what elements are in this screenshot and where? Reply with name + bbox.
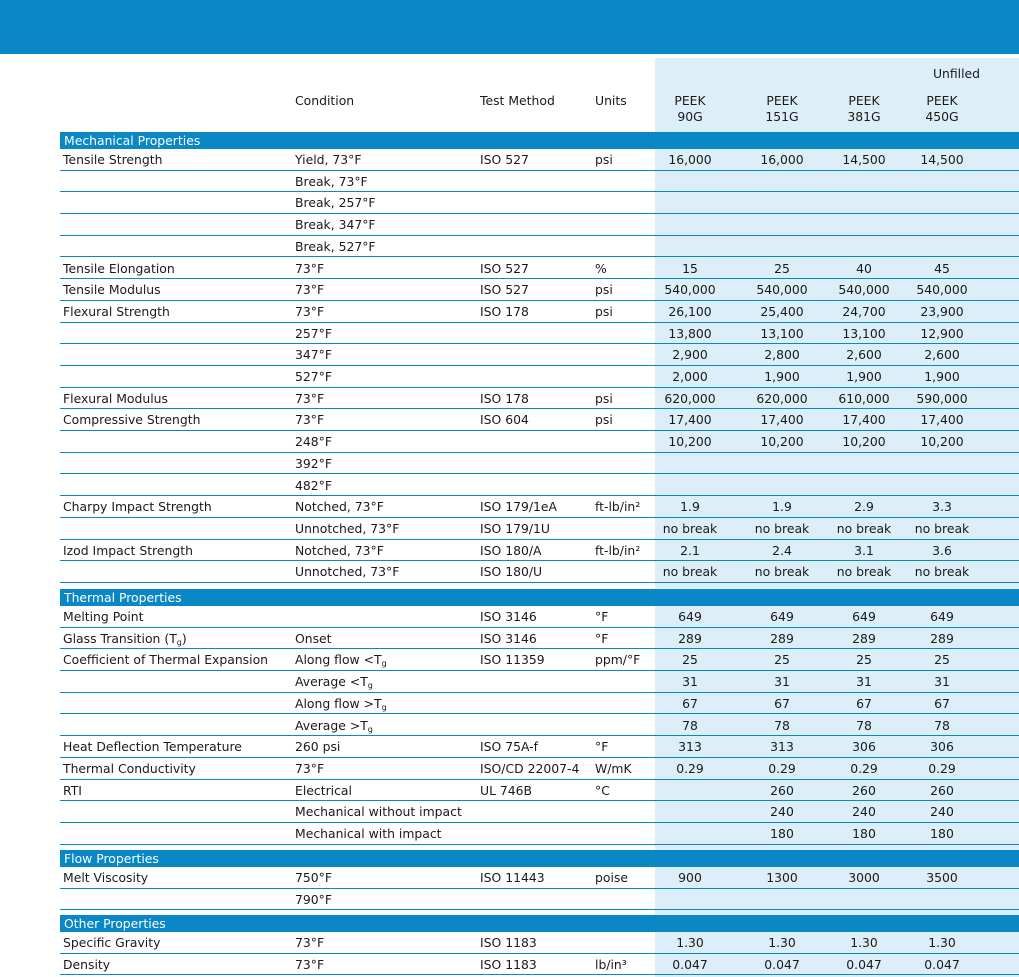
section-header <box>60 589 1019 606</box>
table-row <box>60 236 1019 258</box>
cell-property: Izod Impact Strength <box>63 542 193 558</box>
section-header <box>60 915 1019 932</box>
table-row <box>60 475 1019 497</box>
cell-property: Tensile Elongation <box>63 260 175 276</box>
cell-property: RTI <box>63 782 82 798</box>
cell-units: ft-lb/in² <box>595 542 641 558</box>
cell-test-method: ISO 178 <box>480 390 529 406</box>
cell-value: 900 <box>678 870 702 885</box>
table-row <box>60 801 1019 823</box>
cell-test-method: ISO 180/U <box>480 564 543 580</box>
cell-test-method: ISO 527 <box>480 282 529 298</box>
header-units: Units <box>595 93 627 108</box>
cell-condition: 260 psi <box>295 739 341 755</box>
cell-condition: 73°F <box>295 956 325 972</box>
cell-value: 16,000 <box>668 152 712 167</box>
cell-value: 2,600 <box>924 347 960 363</box>
cell-value: 1.30 <box>676 935 704 950</box>
cell-value: 289 <box>678 630 702 646</box>
table-row <box>60 344 1019 366</box>
table-row <box>60 301 1019 323</box>
cell-value: 16,000 <box>760 152 804 167</box>
table-row <box>60 867 1019 889</box>
cell-test-method: ISO 604 <box>480 412 529 428</box>
cell-property: Specific Gravity <box>63 935 161 950</box>
cell-value: 17,400 <box>760 412 804 428</box>
table-row <box>60 780 1019 802</box>
cell-value: 25 <box>934 652 950 668</box>
cell-property: Melt Viscosity <box>63 870 149 885</box>
cell-value: 67 <box>934 695 950 711</box>
cell-condition: Electrical <box>295 782 352 798</box>
cell-value: 0.29 <box>928 760 956 776</box>
section-title: Thermal Properties <box>64 590 182 605</box>
cell-test-method: ISO 11443 <box>480 870 545 885</box>
cell-value: 3.3 <box>932 499 952 515</box>
cell-value: 31 <box>856 674 872 690</box>
cell-condition: Notched, 73°F <box>295 542 384 558</box>
table-row <box>60 171 1019 193</box>
cell-value: 2.9 <box>854 499 874 515</box>
cell-value: 17,400 <box>920 412 964 428</box>
cell-value: 78 <box>934 717 950 733</box>
cell-value: no break <box>836 564 892 580</box>
cell-units: psi <box>595 390 613 406</box>
cell-units: psi <box>595 282 613 298</box>
cell-value: 0.047 <box>672 956 708 972</box>
table-row <box>60 715 1019 737</box>
cell-units: °F <box>595 739 609 755</box>
header-grade-line2: 381G <box>847 109 881 124</box>
cell-condition: Average $>T_g$ <box>295 717 373 734</box>
cell-property: Tensile Strength <box>63 152 163 167</box>
header-grade <box>650 93 730 125</box>
cell-condition: Along flow $<T_g$ <box>295 652 387 669</box>
cell-value: 649 <box>678 609 702 624</box>
table-row <box>60 758 1019 780</box>
section-title: Flow Properties <box>64 851 159 866</box>
table-row <box>60 954 1019 976</box>
cell-test-method: ISO 11359 <box>480 652 545 668</box>
table-row <box>60 823 1019 845</box>
cell-condition: 347°F <box>295 347 332 363</box>
cell-value: 649 <box>930 609 954 624</box>
section-header <box>60 132 1019 149</box>
cell-value: 3.1 <box>854 542 874 558</box>
cell-value: 2,900 <box>672 347 708 363</box>
table-row <box>60 192 1019 214</box>
cell-test-method: ISO 527 <box>480 260 529 276</box>
cell-units: psi <box>595 412 613 428</box>
cell-condition: 73°F <box>295 303 325 319</box>
cell-value: 260 <box>770 782 794 798</box>
cell-property: Density <box>63 956 111 972</box>
cell-units: lb/in³ <box>595 956 627 972</box>
cell-value: 620,000 <box>664 390 716 406</box>
cell-property: Compressive Strength <box>63 412 201 428</box>
cell-value: 2.4 <box>772 542 792 558</box>
cell-condition: 73°F <box>295 760 325 776</box>
cell-units: ft-lb/in² <box>595 499 641 515</box>
cell-condition: 482°F <box>295 477 332 493</box>
cell-test-method: ISO 180/A <box>480 542 542 558</box>
cell-value: 13,800 <box>668 325 712 341</box>
cell-value: 3.6 <box>932 542 952 558</box>
table-row <box>60 496 1019 518</box>
cell-value: no break <box>754 520 810 536</box>
cell-value: 12,900 <box>920 325 964 341</box>
table-row <box>60 279 1019 301</box>
cell-property: Thermal Conductivity <box>63 760 196 776</box>
table-row <box>60 628 1019 650</box>
cell-condition: Average $<T_g$ <box>295 674 373 691</box>
cell-condition: 73°F <box>295 412 325 428</box>
cell-value: 14,500 <box>920 152 964 167</box>
cell-value: 260 <box>852 782 876 798</box>
cell-value: 240 <box>770 804 794 820</box>
cell-value: 25 <box>682 652 698 668</box>
table-row <box>60 366 1019 388</box>
table-row <box>60 409 1019 431</box>
cell-condition: Break, 347°F <box>295 217 376 233</box>
cell-value: 540,000 <box>916 282 968 298</box>
cell-condition: Mechanical without impact <box>295 804 462 820</box>
cell-value: 3000 <box>848 870 880 885</box>
section-title: Mechanical Properties <box>64 133 201 148</box>
cell-property: Flexural Modulus <box>63 390 168 406</box>
cell-units: psi <box>595 152 613 167</box>
header-grade-line1: PEEK <box>848 93 880 108</box>
cell-value: 78 <box>682 717 698 733</box>
cell-value: 78 <box>774 717 790 733</box>
header-grade-line2: 90G <box>677 109 703 124</box>
cell-condition: Unnotched, 73°F <box>295 564 400 580</box>
cell-value: 1.9 <box>680 499 700 515</box>
table-row <box>60 671 1019 693</box>
cell-value: 17,400 <box>842 412 886 428</box>
cell-value: 45 <box>934 260 950 276</box>
cell-value: 289 <box>852 630 876 646</box>
cell-value: 10,200 <box>668 434 712 450</box>
cell-test-method: ISO 3146 <box>480 609 537 624</box>
cell-test-method: ISO 179/1U <box>480 520 550 536</box>
cell-value: 0.29 <box>850 760 878 776</box>
cell-value: 31 <box>774 674 790 690</box>
cell-value: 540,000 <box>664 282 716 298</box>
cell-value: 31 <box>682 674 698 690</box>
cell-units: poise <box>595 870 628 885</box>
header-condition: Condition <box>295 93 355 108</box>
cell-value: 2,600 <box>846 347 882 363</box>
cell-value: 313 <box>770 739 794 755</box>
table-row <box>60 540 1019 562</box>
header-grade <box>824 93 904 125</box>
cell-value: 31 <box>934 674 950 690</box>
cell-value: no break <box>662 520 718 536</box>
cell-units: % <box>595 260 607 276</box>
cell-value: 180 <box>930 826 954 841</box>
cell-value: 1.9 <box>772 499 792 515</box>
cell-condition: Yield, 73°F <box>295 152 362 167</box>
cell-property: Flexural Strength <box>63 303 170 319</box>
header-grade-line2: 450G <box>925 109 959 124</box>
cell-test-method: UL 746B <box>480 782 533 798</box>
cell-value: 23,900 <box>920 303 964 319</box>
cell-value: 67 <box>774 695 790 711</box>
cell-condition: Unnotched, 73°F <box>295 520 400 536</box>
cell-units: ppm/°F <box>595 652 641 668</box>
cell-value: 610,000 <box>838 390 890 406</box>
cell-condition: 790°F <box>295 891 332 907</box>
cell-condition: Break, 257°F <box>295 195 376 211</box>
cell-condition: Break, 527°F <box>295 238 376 254</box>
table-row <box>60 258 1019 280</box>
cell-condition: Mechanical with impact <box>295 826 442 841</box>
cell-units: °F <box>595 609 609 624</box>
cell-test-method: ISO 1183 <box>480 956 537 972</box>
table-row <box>60 736 1019 758</box>
cell-test-method: ISO 527 <box>480 152 529 167</box>
cell-value: 0.047 <box>764 956 800 972</box>
cell-value: 2,800 <box>764 347 800 363</box>
cell-value: no break <box>662 564 718 580</box>
table-row <box>60 889 1019 911</box>
cell-condition: 73°F <box>295 935 325 950</box>
cell-property: Glass Transition $(T_g)$ <box>63 630 187 647</box>
cell-condition: 257°F <box>295 325 332 341</box>
cell-value: 313 <box>678 739 702 755</box>
table-row <box>60 649 1019 671</box>
cell-value: 590,000 <box>916 390 968 406</box>
cell-value: 240 <box>852 804 876 820</box>
cell-test-method: ISO 3146 <box>480 630 537 646</box>
table-row <box>60 561 1019 583</box>
cell-value: 306 <box>852 739 876 755</box>
cell-value: 78 <box>856 717 872 733</box>
header-grade-line1: PEEK <box>674 93 706 108</box>
table-row <box>60 431 1019 453</box>
cell-condition: Onset <box>295 630 332 646</box>
table-row <box>60 518 1019 540</box>
cell-units: W/mK <box>595 760 632 776</box>
cell-value: 25 <box>774 652 790 668</box>
table-row <box>60 693 1019 715</box>
cell-value: 306 <box>930 739 954 755</box>
cell-value: 1.30 <box>768 935 796 950</box>
header-grade-line1: PEEK <box>926 93 958 108</box>
cell-value: 25 <box>774 260 790 276</box>
cell-value: 67 <box>682 695 698 711</box>
cell-value: 3500 <box>926 870 958 885</box>
cell-value: 13,100 <box>760 325 804 341</box>
cell-property: Heat Deflection Temperature <box>63 739 242 755</box>
cell-condition: 248°F <box>295 434 332 450</box>
cell-value: no break <box>914 564 970 580</box>
cell-value: 26,100 <box>668 303 712 319</box>
cell-value: 13,100 <box>842 325 886 341</box>
cell-value: 0.29 <box>676 760 704 776</box>
cell-value: 1.30 <box>850 935 878 950</box>
cell-property: Tensile Modulus <box>63 282 161 298</box>
cell-value: 1300 <box>766 870 798 885</box>
cell-value: no break <box>836 520 892 536</box>
cell-value: 15 <box>682 260 698 276</box>
cell-value: 620,000 <box>756 390 808 406</box>
cell-value: 240 <box>930 804 954 820</box>
cell-units: °C <box>595 782 610 798</box>
cell-value: 2.1 <box>680 542 700 558</box>
table-row <box>60 388 1019 410</box>
table-row <box>60 453 1019 475</box>
cell-value: 260 <box>930 782 954 798</box>
cell-value: 10,200 <box>760 434 804 450</box>
header-grade-line2: 151G <box>765 109 799 124</box>
table-row <box>60 932 1019 954</box>
section-title: Other Properties <box>64 916 166 931</box>
cell-value: 17,400 <box>668 412 712 428</box>
cell-value: 649 <box>852 609 876 624</box>
cell-condition: 750°F <box>295 870 332 885</box>
cell-value: 1.30 <box>928 935 956 950</box>
cell-value: 25 <box>856 652 872 668</box>
header-grade <box>742 93 822 125</box>
table-row <box>60 149 1019 171</box>
group-label-unfilled: Unfilled <box>932 66 981 81</box>
cell-value: 25,400 <box>760 303 804 319</box>
cell-test-method: ISO 178 <box>480 303 529 319</box>
section-header <box>60 850 1019 867</box>
cell-value: 180 <box>852 826 876 841</box>
header-grade <box>902 93 982 125</box>
cell-value: 1,900 <box>764 369 800 384</box>
cell-condition: 392°F <box>295 455 332 471</box>
cell-value: 540,000 <box>756 282 808 298</box>
cell-condition: Break, 73°F <box>295 173 368 189</box>
header-grade-line1: PEEK <box>766 93 798 108</box>
cell-value: 180 <box>770 826 794 841</box>
cell-test-method: ISO 179/1eA <box>480 499 558 515</box>
cell-condition: Notched, 73°F <box>295 499 384 515</box>
cell-value: 0.29 <box>768 760 796 776</box>
cell-value: 540,000 <box>838 282 890 298</box>
cell-property: Charpy Impact Strength <box>63 499 212 515</box>
cell-value: 14,500 <box>842 152 886 167</box>
cell-value: 10,200 <box>920 434 964 450</box>
cell-value: 289 <box>770 630 794 646</box>
cell-condition: 527°F <box>295 369 332 384</box>
cell-value: 0.047 <box>846 956 882 972</box>
cell-value: 1,900 <box>846 369 882 384</box>
cell-value: 649 <box>770 609 794 624</box>
header-test-method: Test Method <box>480 93 555 108</box>
cell-test-method: ISO 1183 <box>480 935 537 950</box>
cell-value: 67 <box>856 695 872 711</box>
cell-value: no break <box>754 564 810 580</box>
cell-property: Melting Point <box>63 609 144 624</box>
cell-condition: 73°F <box>295 282 325 298</box>
cell-test-method: ISO/CD 22007-4 <box>480 760 580 776</box>
cell-units: psi <box>595 303 613 319</box>
table-row <box>60 214 1019 236</box>
cell-value: no break <box>914 520 970 536</box>
cell-value: 10,200 <box>842 434 886 450</box>
cell-units: °F <box>595 630 609 646</box>
cell-value: 2,000 <box>672 369 708 384</box>
cell-property: Coefficient of Thermal Expansion <box>63 652 269 668</box>
cell-value: 1,900 <box>924 369 960 384</box>
cell-condition: 73°F <box>295 390 325 406</box>
table-row <box>60 323 1019 345</box>
cell-condition: 73°F <box>295 260 325 276</box>
cell-value: 40 <box>856 260 872 276</box>
cell-value: 24,700 <box>842 303 886 319</box>
cell-value: 289 <box>930 630 954 646</box>
cell-condition: Along flow $>T_g$ <box>295 695 387 712</box>
table-row <box>60 606 1019 628</box>
cell-value: 0.047 <box>924 956 960 972</box>
cell-test-method: ISO 75A-f <box>480 739 539 755</box>
